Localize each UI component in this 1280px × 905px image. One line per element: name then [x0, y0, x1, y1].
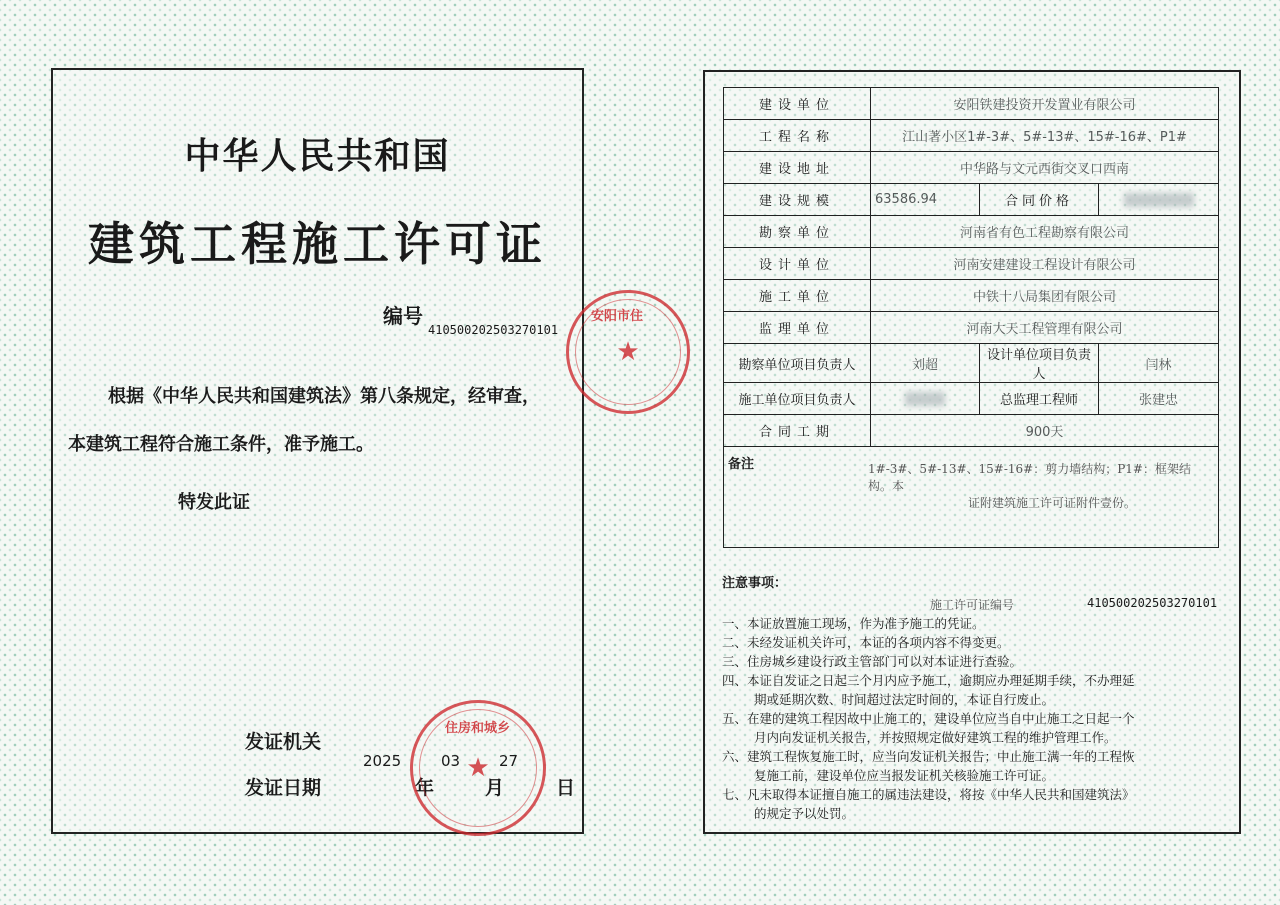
note-item: 四、本证自发证之日起三个月内应予施工，逾期应办理延期手续，不办理延 [722, 673, 1135, 688]
fold-seal: ★ 安阳市住 [566, 290, 690, 414]
table-row [724, 447, 1219, 548]
issuance-text: 特发此证 [178, 492, 250, 513]
issue-year: 2025 [363, 752, 402, 770]
table-label: 建设单位 [724, 88, 871, 120]
issuer-label: 发证机关 [245, 731, 322, 753]
certificate-back [703, 70, 1241, 834]
month-unit: 月 [485, 777, 505, 799]
table-row [724, 216, 1219, 248]
table-value: 中铁十八局集团有限公司 [871, 280, 1219, 312]
chief-supervisor-label: 总监理工程师 [980, 383, 1099, 415]
table-row [724, 280, 1219, 312]
table-value: 河南安建建设工程设计有限公司 [871, 248, 1219, 280]
remarks-cell [724, 447, 1219, 548]
note-item: 的规定予以处罚。 [754, 806, 855, 821]
issue-day: 27 [499, 752, 519, 770]
construction-lead-label: 施工单位项目负责人 [724, 383, 871, 415]
note-item: 二、未经发证机关许可，本证的各项内容不得变更。 [722, 635, 1010, 650]
certificate-title: 建筑工程施工许可证 [88, 217, 547, 271]
note-item: 月内向发证机关报告，并按照规定做好建筑工程的维护管理工作。 [754, 730, 1117, 745]
number-label: 编号 [383, 304, 423, 328]
notes-title: 注意事项： [722, 576, 788, 591]
table-label: 设计单位 [724, 248, 871, 280]
note-item: 复施工前，建设单位应当报发证机关核验施工许可证。 [754, 768, 1055, 783]
table-row [724, 415, 1219, 447]
approval-text: 本建筑工程符合施工条件，准予施工。 [68, 434, 374, 455]
survey-lead-value: 刘超 [871, 344, 980, 383]
table-label: 勘察单位 [724, 216, 871, 248]
table-value: 河南大天工程管理有限公司 [871, 312, 1219, 344]
table-row [724, 383, 1219, 415]
scale-label: 建设规模 [724, 184, 871, 216]
table-label: 施工单位 [724, 280, 871, 312]
seal-text: 住房和城乡 [445, 721, 511, 736]
table-row [724, 248, 1219, 280]
issue-date-label: 发证日期 [245, 777, 322, 799]
note-item: 一、本证放置施工现场，作为准予施工的凭证。 [722, 616, 985, 631]
construction-lead-value [871, 383, 980, 415]
chief-supervisor-value: 张建忠 [1099, 383, 1219, 415]
table-row [724, 312, 1219, 344]
remarks-line-1: 1#-3#、5#-13#、15#-16#：剪力墙结构；P1#：框架结构。本 [868, 462, 1191, 493]
note-item: 五、在建的建筑工程因故中止施工的，建设单位应当自中止施工之日起一个 [722, 711, 1135, 726]
table-label: 工程名称 [724, 120, 871, 152]
day-unit: 日 [556, 777, 576, 799]
table-label: 监理单位 [724, 312, 871, 344]
contract-price-value [1099, 184, 1219, 216]
table-label: 建设地址 [724, 152, 871, 184]
table-value: 江山著小区1#-3#、5#-13#、15#-16#、P1# [871, 120, 1219, 152]
table-value: 中华路与文元西街交叉口西南 [871, 152, 1219, 184]
certificate-front [51, 68, 584, 834]
country-heading: 中华人民共和国 [184, 135, 451, 177]
table-row [724, 88, 1219, 120]
table-row [724, 184, 1219, 216]
permit-number-label: 施工许可证编号 [930, 598, 1015, 612]
legal-basis-text: 根据《中华人民共和国建筑法》第八条规定，经审查， [108, 386, 540, 407]
table-value: 安阳铁建投资开发置业有限公司 [871, 88, 1219, 120]
note-item: 三、住房城乡建设行政主管部门可以对本证进行查验。 [722, 654, 1023, 669]
table-row [724, 344, 1219, 383]
remarks-line-2: 证附建筑施工许可证附件壹份。 [968, 496, 1137, 510]
certificate-number: 410500202503270101 [428, 323, 559, 337]
scale-value: 63586.94 [871, 184, 980, 216]
design-lead-label: 设计单位项目负责人 [980, 344, 1099, 383]
contract-period-label: 合同工期 [724, 415, 871, 447]
issue-month: 03 [441, 752, 461, 770]
contract-period-value: 900天 [871, 415, 1219, 447]
table-row [724, 120, 1219, 152]
contract-price-label: 合同价格 [980, 184, 1099, 216]
project-info-table [723, 87, 1219, 548]
table-row [724, 152, 1219, 184]
fold-seal-text: 安阳市住 [591, 309, 644, 324]
notes-list [722, 614, 1227, 823]
note-item: 六、建筑工程恢复施工时，应当向发证机关报告；中止施工满一年的工程恢 [722, 749, 1135, 764]
design-lead-value: 闫林 [1099, 344, 1219, 383]
note-item: 七、凡未取得本证擅自施工的属违法建设，将按《中华人民共和国建筑法》 [722, 787, 1135, 802]
official-seal: ★ 住房和城乡 [410, 700, 546, 836]
table-value: 河南省有色工程勘察有限公司 [871, 216, 1219, 248]
remarks-label: 备注 [728, 457, 755, 472]
survey-lead-label: 勘察单位项目负责人 [724, 344, 871, 383]
note-item: 期或延期次数、时间超过法定时间的，本证自行废止。 [754, 692, 1055, 707]
permit-number: 410500202503270101 [1087, 596, 1218, 610]
year-unit: 年 [415, 777, 435, 799]
